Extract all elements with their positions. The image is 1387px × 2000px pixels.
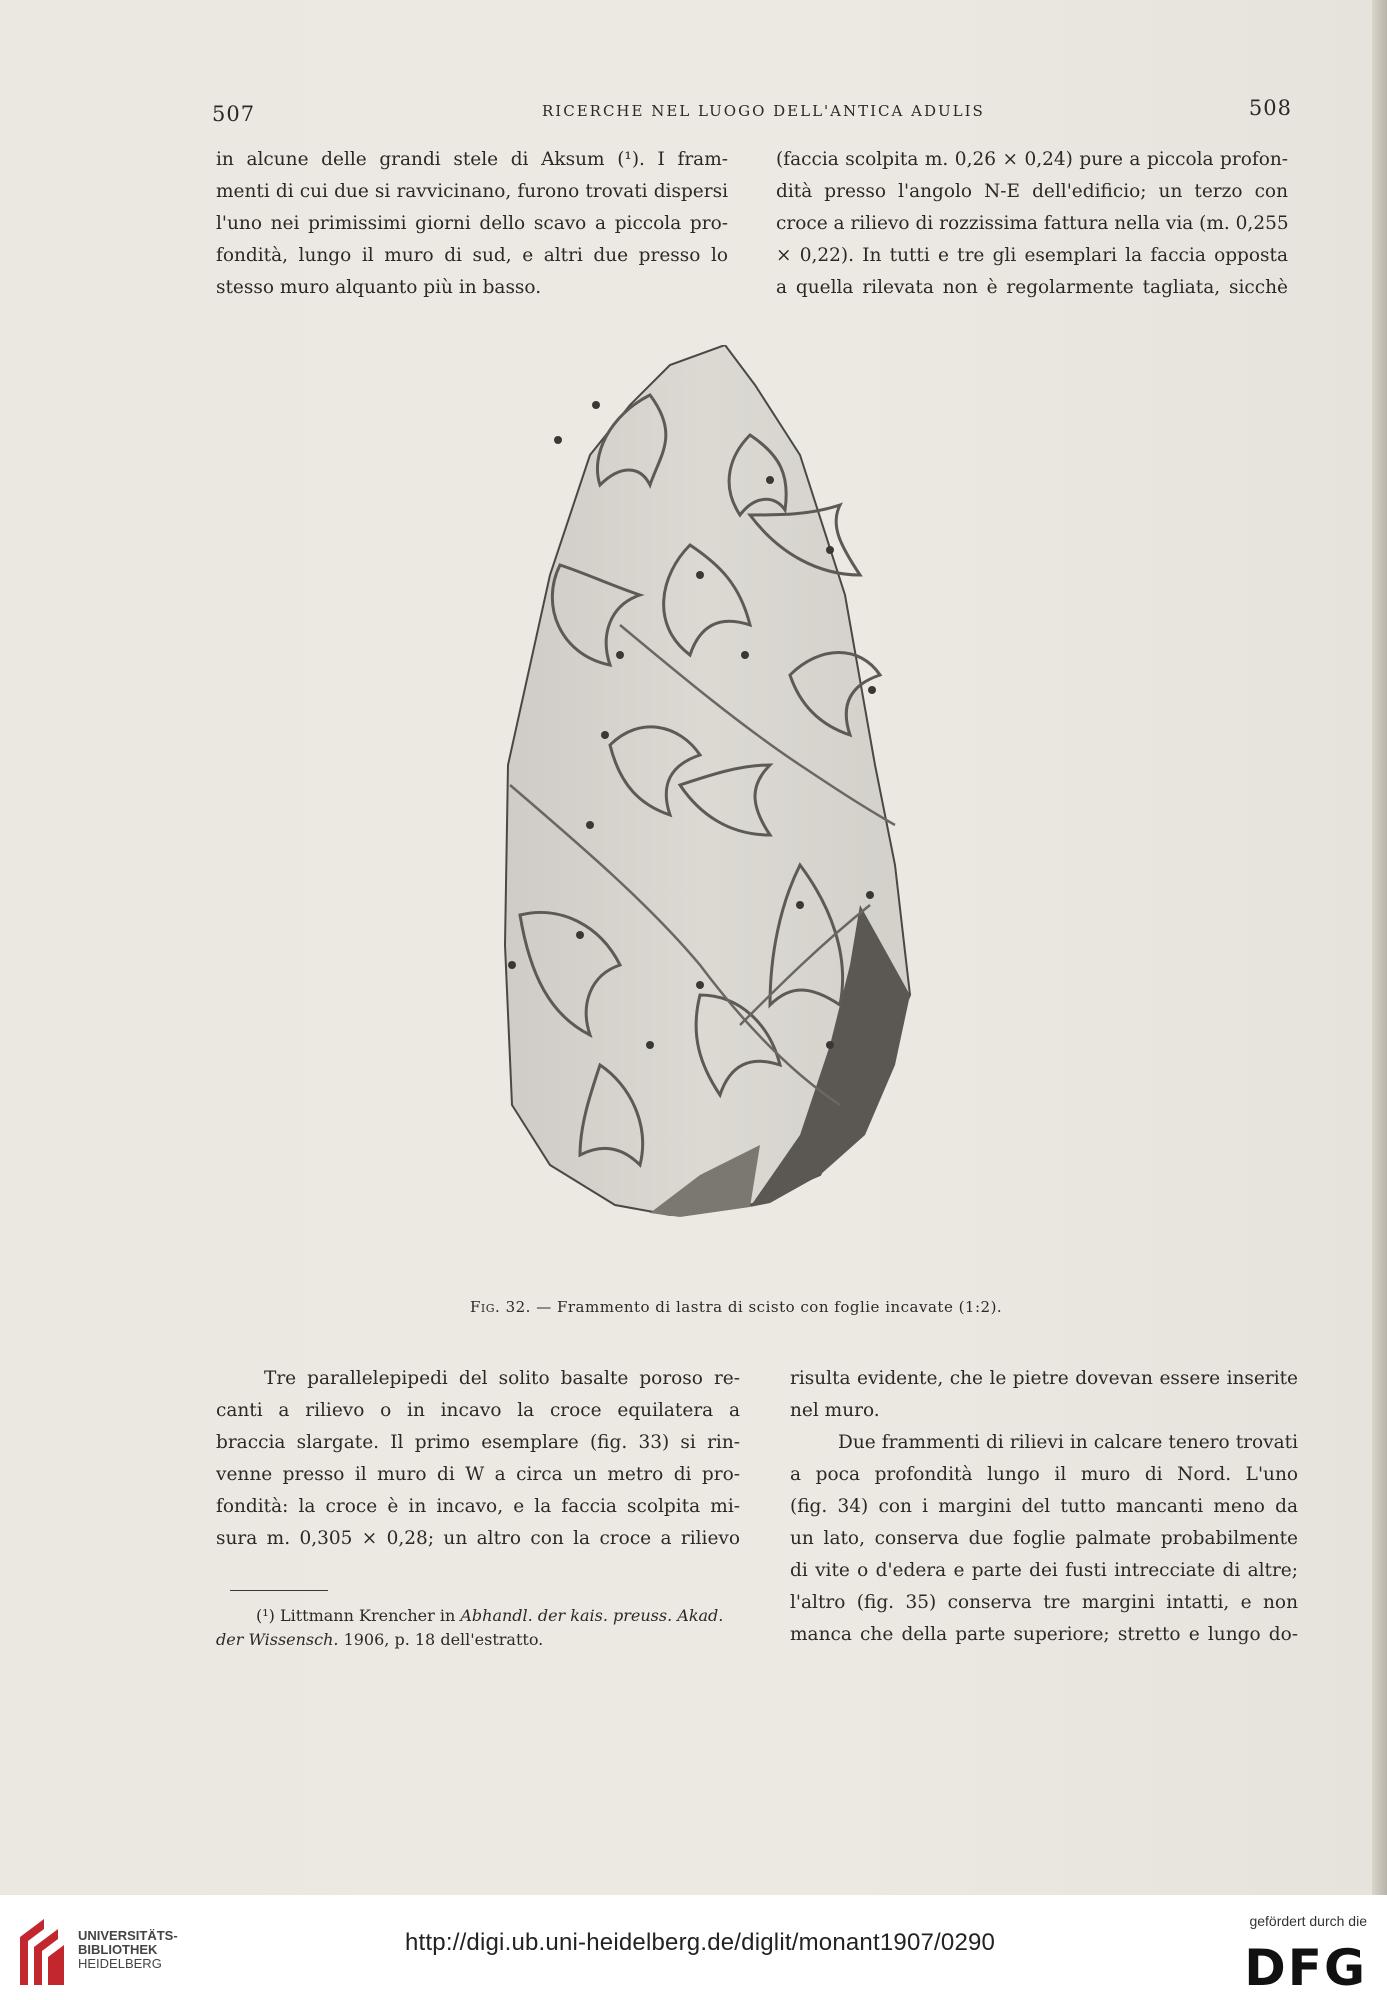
library-name [78, 1929, 178, 1971]
footnote-line-1 [216, 1604, 746, 1628]
footnote-rule [230, 1590, 328, 1591]
funding-note: gefördert durch die [1249, 1913, 1367, 1929]
library-name-line: HEIDELBERG [78, 1956, 162, 1971]
running-head [212, 96, 1292, 126]
text-line: nel muro. [790, 1400, 880, 1421]
text-line: a quella rilevata non è regolarmente tagliata, sicchè [776, 277, 1288, 298]
text-line: fondità, lungo il muro di sud, e altri due presso lo [216, 245, 728, 266]
page-number-left: 507 [212, 102, 256, 126]
column-top-left [216, 144, 728, 304]
page-number-right: 508 [1248, 96, 1292, 120]
text-line: (faccia scolpita m. 0,26 × 0,24) pure a piccola profon- [776, 149, 1288, 170]
text-line: sura m. 0,305 × 0,28; un altro con la croce a rilievo [216, 1528, 740, 1549]
footnote-tail: 1906, p. 18 dell'estratto. [338, 1630, 544, 1649]
stone-fragment-illustration [500, 345, 1020, 1275]
text-line: (fig. 34) con i margini del tutto mancanti meno da [790, 1496, 1298, 1517]
text-line: × 0,22). In tutti e tre gli esemplari la faccia opposta [776, 245, 1288, 266]
text-line: a poca profondità lungo il muro di Nord. L'uno [790, 1464, 1298, 1485]
library-name-line: BIBLIOTHEK [78, 1942, 158, 1957]
text-line: dità presso l'angolo N-E dell'edificio; un terzo con [776, 181, 1288, 202]
footnote-marker: (¹) [256, 1606, 280, 1625]
text-line: l'altro (fig. 35) conserva tre margini intatti, e non [790, 1592, 1298, 1613]
text-line: venne presso il muro di W a circa un metro di pro- [216, 1464, 740, 1485]
text-line: braccia slargate. Il primo esemplare (fig. 33) si rin- [216, 1432, 740, 1453]
book-spine-shadow [1372, 0, 1387, 1895]
text-line: menti di cui due si ravvicinano, furono trovati dispersi [216, 181, 728, 202]
text-line: in alcune delle grandi stele di Aksum (¹). I fram- [216, 149, 728, 170]
column-bottom-left [216, 1363, 740, 1555]
permalink-url[interactable]: http://digi.ub.uni-heidelberg.de/diglit/monant1907/0290 [405, 1929, 996, 1956]
footnote-line-2 [216, 1628, 746, 1652]
text-line: risulta evidente, che le pietre dovevan essere inserite [790, 1368, 1298, 1389]
text-line: canti a rilievo o in incavo la croce equilatera a [216, 1400, 740, 1421]
library-logo-icon [14, 1915, 66, 1987]
text-line: l'uno nei primissimi giorni dello scavo a piccola pro- [216, 213, 728, 234]
running-title: RICERCHE NEL LUOGO DELL'ANTICA ADULIS [542, 102, 985, 120]
footnote-author: Littmann Krencher in [279, 1606, 461, 1625]
text-line: fondità: la croce è in incavo, e la faccia scolpita mi- [216, 1496, 740, 1517]
text-line: Tre parallelepipedi del solito basalte poroso re- [264, 1368, 740, 1389]
figure-caption [470, 1298, 1070, 1316]
figure-label: Fig. 32. [470, 1298, 531, 1316]
text-line: croce a rilievo di rozzissima fattura nella via (m. 0,255 [776, 213, 1289, 234]
text-line: di vite o d'edera e parte dei fusti intrecciate di altre; [790, 1560, 1298, 1581]
text-line: Due frammenti di rilievi in calcare tenero trovati [838, 1432, 1298, 1453]
column-bottom-right [790, 1363, 1298, 1651]
library-name-line: UNIVERSITÄTS- [78, 1928, 178, 1943]
column-top-right [776, 144, 1288, 304]
footnote-journal-cont: der Wissensch. [216, 1630, 339, 1649]
text-line: un lato, conserva due foglie palmate probabilmente [790, 1528, 1298, 1549]
dfg-logo: DFG [1244, 1939, 1367, 1997]
figure-caption-text: — Frammento di lastra di scisto con foglie incavate (1:2). [530, 1298, 1003, 1316]
text-line: manca che della parte superiore; stretto e lungo do- [790, 1624, 1298, 1645]
text-line: stesso muro alquanto più in basso. [216, 277, 542, 298]
footnote [216, 1604, 746, 1652]
footnote-journal: Abhandl. der kais. preuss. Akad. [460, 1606, 724, 1625]
footer-bar [0, 1895, 1387, 2000]
